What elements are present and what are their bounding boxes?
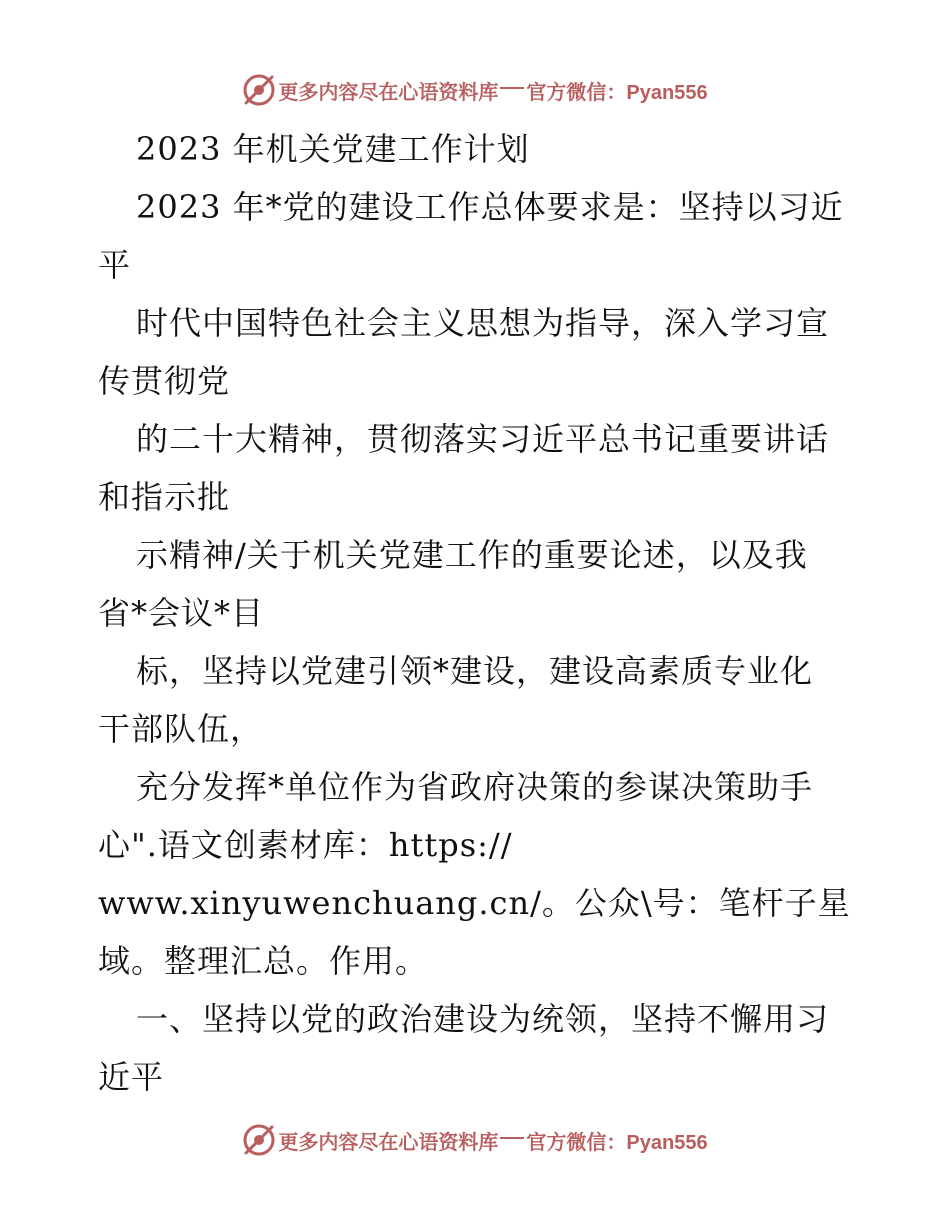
pen-logo-icon [242,73,276,107]
paragraph-line: 充分发挥*单位作为省政府决策的参谋决策助手 [136,768,814,806]
paragraph-line: 示精神/关于机关党建工作的重要论述，以及我 [136,536,808,574]
paragraph-line: 2023 年*党的建设工作总体要求是：坚持以习近 [136,188,844,226]
paragraph-line: 标，坚持以党建引领*建设，建设高素质专业化 [136,652,814,690]
paragraph-line: 平 [98,246,132,284]
paragraph-line: 时代中国特色社会主义思想为指导，深入学习宣 [136,304,830,342]
paragraph-line: 和指示批 [98,478,231,516]
paragraph-line: 近平 [98,1058,165,1096]
header-watermark-banner [0,68,950,112]
footer-banner-title: 更多内容尽在心语资料库 [278,1131,499,1154]
footer-banner-dash [500,1137,524,1139]
doc-title: 2023 年机关党建工作计划 [136,130,530,168]
paragraph-line: 的二十大精神，贯彻落实习近平总书记重要讲话 [136,420,830,458]
paragraph-line: 心".语文创素材库：https:// [98,826,513,864]
header-banner-title: 更多内容尽在心语资料库 [278,81,499,104]
paragraph-line: 省*会议*目 [98,594,265,632]
paragraph-line: www.xinyuwenchuang.cn/。公众\号：笔杆子星 [98,884,851,922]
footer-watermark-banner [0,1118,950,1162]
pen-logo-icon [242,1123,276,1157]
paragraph-line: 域。整理汇总。作用。 [98,942,429,980]
header-banner-dash [500,87,524,89]
paragraph-line: 干部队伍， [98,710,264,748]
footer-banner-wechat: 官方微信：Pyan556 [526,1131,708,1154]
paragraph-line: 传贯彻党 [98,362,231,400]
section-heading-line: 一、坚持以党的政治建设为统领，坚持不懈用习 [136,1000,830,1038]
header-banner-wechat: 官方微信：Pyan556 [526,81,708,104]
